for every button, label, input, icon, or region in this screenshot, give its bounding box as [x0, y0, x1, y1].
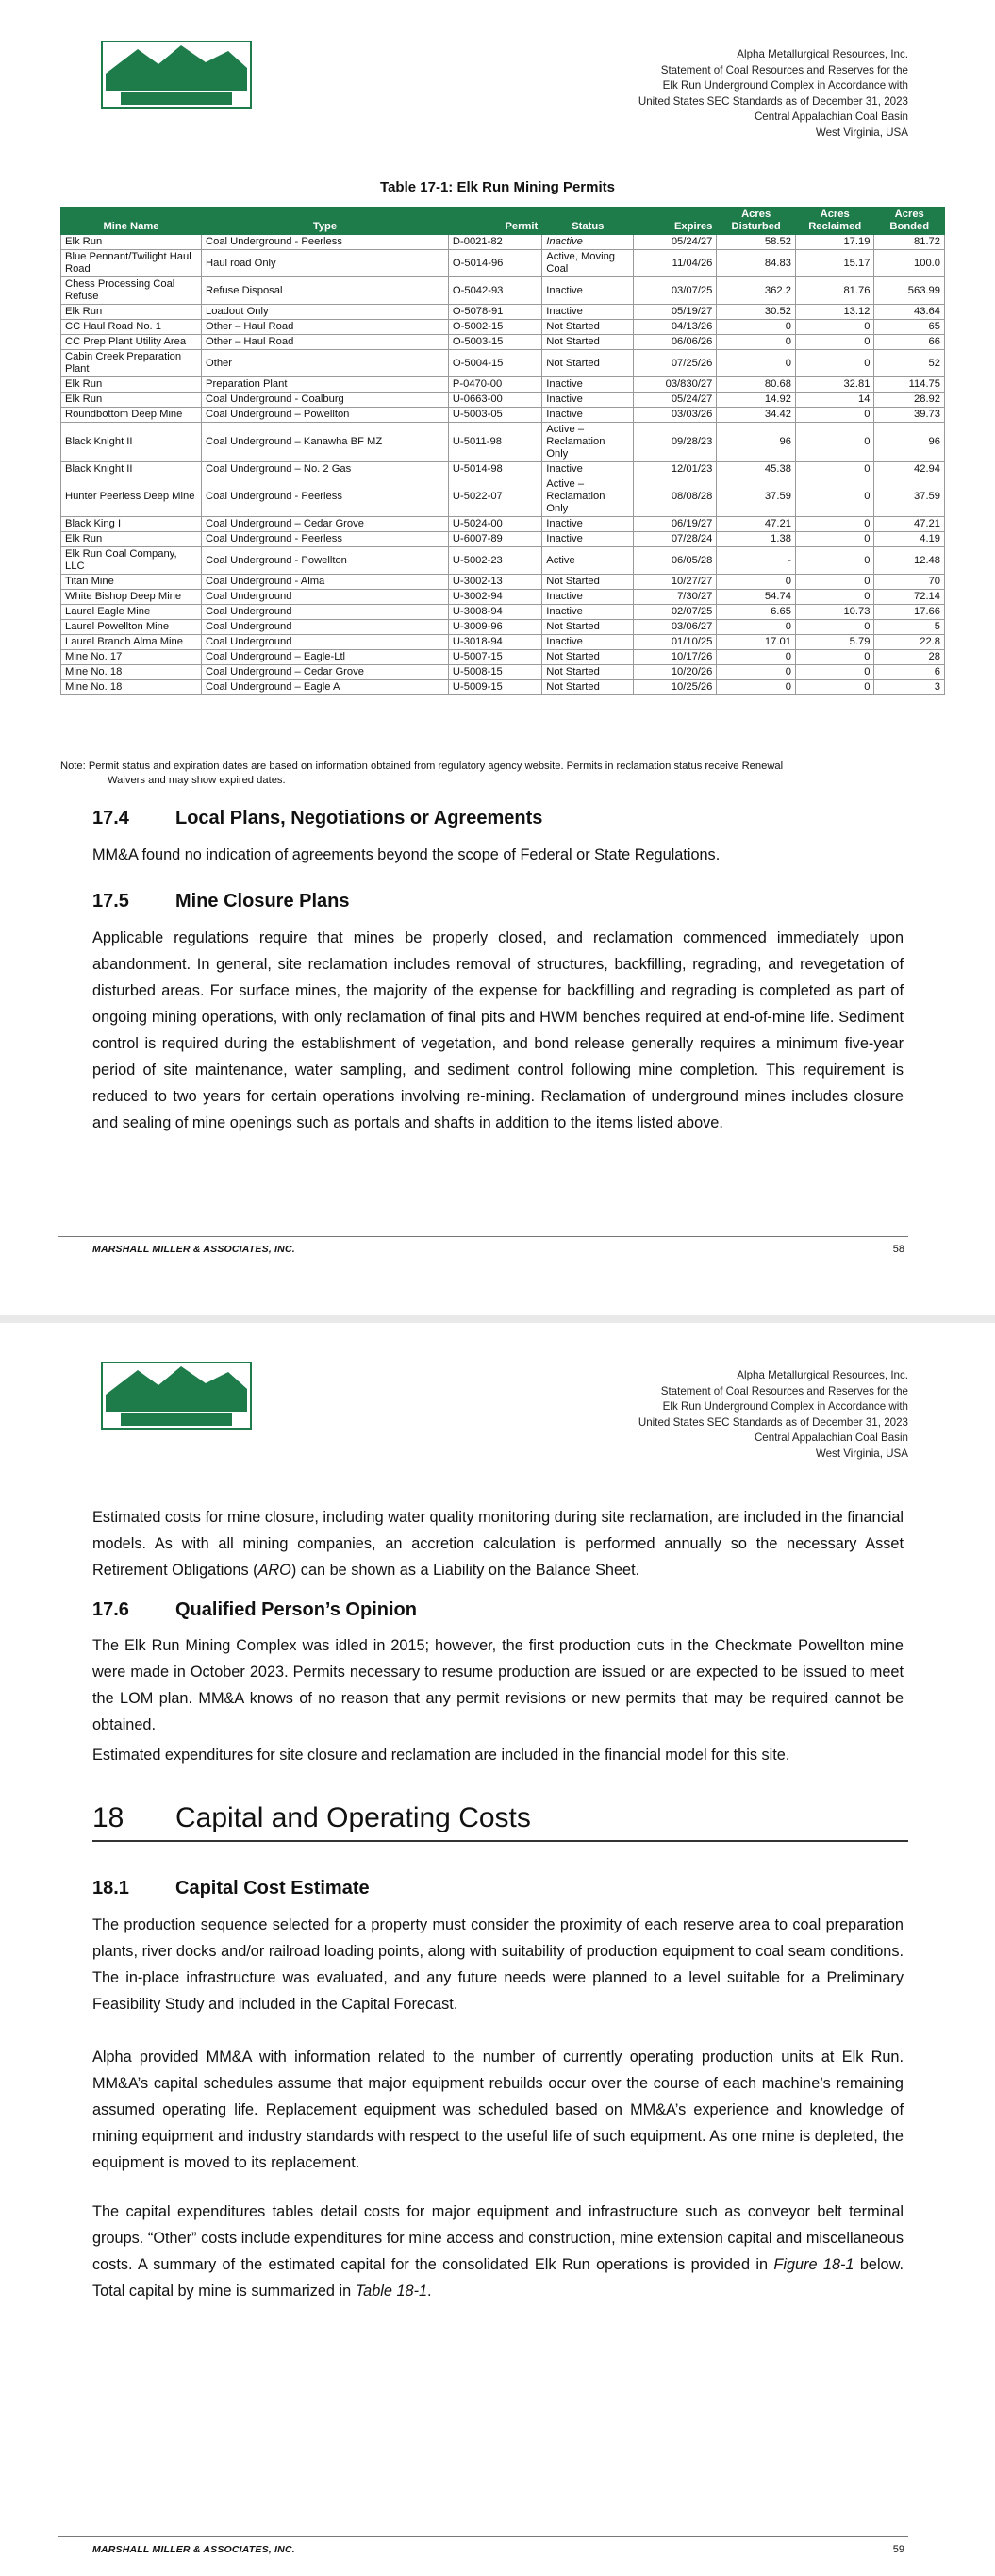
table-cell: Inactive: [542, 377, 634, 393]
table-cell: 03/06/27: [634, 620, 717, 635]
table-cell: Coal Underground – No. 2 Gas: [202, 462, 449, 477]
table-cell: 37.59: [717, 477, 796, 517]
section-heading: 17.5 Mine Closure Plans: [92, 891, 350, 912]
table-cell: Other: [202, 350, 449, 377]
table-cell: 45.38: [717, 462, 796, 477]
table-header-row: [61, 208, 945, 235]
table-cell: 6.65: [717, 605, 796, 620]
table-cell: 14.92: [717, 393, 796, 408]
table-cell: 11/04/26: [634, 250, 717, 277]
header-line: West Virginia, USA: [815, 125, 908, 139]
table-cell: Inactive: [542, 305, 634, 320]
table-cell: 0: [795, 517, 874, 532]
table-cell: 0: [795, 320, 874, 335]
table-cell: U-5008-15: [448, 665, 541, 680]
column-header: Acres Bonded: [874, 208, 945, 235]
table-cell: 05/19/27: [634, 305, 717, 320]
paragraph: Applicable regulations require that mines be properly closed, and reclamation commenced immediately upon abandonment. In general, site reclamation includes removal of structures, backfilling, regrading, and revegetation of disturbed areas. For surface mines, the majority of the expense for backfilling and regrading is completed as part of ongoing mining operations, with only reclamation of final pits and HWM benches required at end-of-mine life. Sediment control is required during the establishment of vegetation, and bond release generally requires a minimum five-year period of site maintenance, water sampling, and sediment control following mine completion. This requirement is reduced to two years for certain operations involving re-mining. Reclamation of underground mines includes closure and sealing of mine openings such as portals and shafts in addition to the items listed above.: [92, 929, 904, 1131]
table-cell: U-5014-98: [448, 462, 541, 477]
header-line: Alpha Metallurgical Resources, Inc.: [737, 1369, 908, 1381]
table-cell: 17.66: [874, 605, 945, 620]
table-cell: 72.14: [874, 590, 945, 605]
table-row: [61, 547, 945, 575]
table-cell: Mine No. 18: [61, 665, 202, 680]
table-cell: Coal Underground - Powellton: [202, 547, 449, 575]
table-cell: 0: [795, 423, 874, 462]
table-cell: Not Started: [542, 575, 634, 590]
table-cell: Active, Moving Coal: [542, 250, 634, 277]
table-note: [60, 760, 937, 788]
table-cell: 12/01/23: [634, 462, 717, 477]
table-cell: 0: [717, 350, 796, 377]
table-cell: Laurel Branch Alma Mine: [61, 635, 202, 650]
table-cell: 0: [717, 665, 796, 680]
table-cell: 37.59: [874, 477, 945, 517]
table-cell: 10/25/26: [634, 680, 717, 695]
table-cell: Coal Underground - Peerless: [202, 477, 449, 517]
table-cell: Mine No. 18: [61, 680, 202, 695]
table-cell: Active: [542, 547, 634, 575]
table-row: [61, 423, 945, 462]
table-cell: Elk Run: [61, 393, 202, 408]
header-line: Alpha Metallurgical Resources, Inc.: [737, 48, 908, 60]
table-cell: 32.81: [795, 377, 874, 393]
table-cell: 65: [874, 320, 945, 335]
table-cell: O-5014-96: [448, 250, 541, 277]
table-cell: 43.64: [874, 305, 945, 320]
table-row: [61, 605, 945, 620]
marshall-miller-logo: [100, 1361, 253, 1432]
table-cell: P-0470-00: [448, 377, 541, 393]
table-cell: 22.8: [874, 635, 945, 650]
table-cell: U-3002-94: [448, 590, 541, 605]
table-row: [61, 650, 945, 665]
table-cell: 10/27/27: [634, 575, 717, 590]
table-cell: Coal Underground – Kanawha BF MZ: [202, 423, 449, 462]
table-cell: Elk Run: [61, 532, 202, 547]
table-cell: 07/28/24: [634, 532, 717, 547]
table-cell: U-5007-15: [448, 650, 541, 665]
table-cell: 10/17/26: [634, 650, 717, 665]
table-cell: Inactive: [542, 235, 634, 250]
table-cell: 5: [874, 620, 945, 635]
table-cell: Active – Reclamation Only: [542, 477, 634, 517]
table-cell: Coal Underground – Powellton: [202, 408, 449, 423]
column-header: Expires: [634, 208, 717, 235]
table-row: [61, 250, 945, 277]
table-cell: Inactive: [542, 590, 634, 605]
table-cell: U-6007-89: [448, 532, 541, 547]
table-cell: Coal Underground: [202, 605, 449, 620]
table-cell: 15.17: [795, 250, 874, 277]
table-cell: Not Started: [542, 650, 634, 665]
table-cell: 52: [874, 350, 945, 377]
table-cell: 0: [795, 350, 874, 377]
table-cell: 0: [795, 575, 874, 590]
table-cell: 42.94: [874, 462, 945, 477]
table-cell: Coal Underground - Peerless: [202, 532, 449, 547]
table-cell: 1.38: [717, 532, 796, 547]
table-row: [61, 305, 945, 320]
table-cell: 0: [795, 590, 874, 605]
paragraph: Alpha provided MM&A with information related to the number of currently operating production units at Elk Run. MM&A’s capital schedules assume that major equipment rebuilds occur over the course of each machine’s remaining assumed operating life. Replacement equipment was scheduled based on MM&A’s experience and knowledge of mining equipment and industry standards with respect to the useful life of such equipment. As one mine is depleted, the equipment is moved to its replacement.: [92, 2049, 904, 2171]
table-cell: 10.73: [795, 605, 874, 620]
table-cell: Inactive: [542, 408, 634, 423]
table-cell: CC Prep Plant Utility Area: [61, 335, 202, 350]
table-cell: 06/06/26: [634, 335, 717, 350]
table-cell: O-5003-15: [448, 335, 541, 350]
paragraph: MM&A found no indication of agreements beyond the scope of Federal or State Regulations.: [92, 846, 721, 863]
table-cell: U-3018-94: [448, 635, 541, 650]
table-cell: O-5042-93: [448, 277, 541, 305]
table-cell: Inactive: [542, 517, 634, 532]
table-caption: Table 17-1: Elk Run Mining Permits: [380, 179, 615, 195]
table-cell: 30.52: [717, 305, 796, 320]
table-cell: U-5022-07: [448, 477, 541, 517]
table-cell: 0: [717, 680, 796, 695]
table-cell: Coal Underground: [202, 590, 449, 605]
header-line: Elk Run Underground Complex in Accordance with: [662, 79, 908, 92]
table-cell: 96: [874, 423, 945, 462]
table-cell: Blue Pennant/Twilight Haul Road: [61, 250, 202, 277]
table-row: [61, 235, 945, 250]
table-cell: U-5024-00: [448, 517, 541, 532]
chapter-heading: 18 Capital and Operating Costs: [92, 1802, 908, 1842]
table-cell: U-0663-00: [448, 393, 541, 408]
header-line: Statement of Coal Resources and Reserves for the: [660, 63, 908, 76]
table-cell: Coal Underground – Cedar Grove: [202, 665, 449, 680]
page-number: 58: [892, 1244, 904, 1255]
table-cell: 0: [717, 650, 796, 665]
page-header: [638, 47, 908, 142]
table-cell: U-5011-98: [448, 423, 541, 462]
table-cell: 0: [795, 620, 874, 635]
table-cell: 03/830/27: [634, 377, 717, 393]
footer-rule: [58, 1236, 908, 1237]
table-cell: Hunter Peerless Deep Mine: [61, 477, 202, 517]
table-cell: 0: [795, 650, 874, 665]
table-cell: Titan Mine: [61, 575, 202, 590]
table-cell: Not Started: [542, 665, 634, 680]
table-cell: 80.68: [717, 377, 796, 393]
table-cell: 0: [795, 477, 874, 517]
section-heading: 17.6 Qualified Person’s Opinion: [92, 1599, 417, 1620]
table-cell: 04/13/26: [634, 320, 717, 335]
table-cell: U-5002-23: [448, 547, 541, 575]
table-cell: 17.01: [717, 635, 796, 650]
table-cell: Black King I: [61, 517, 202, 532]
table-cell: Preparation Plant: [202, 377, 449, 393]
table-cell: 0: [717, 620, 796, 635]
table-cell: 10/20/26: [634, 665, 717, 680]
table-row: [61, 575, 945, 590]
table-cell: Active – Reclamation Only: [542, 423, 634, 462]
table-cell: Inactive: [542, 393, 634, 408]
footer-company: MARSHALL MILLER & ASSOCIATES, INC.: [92, 2544, 295, 2555]
table-row: [61, 335, 945, 350]
table-row: [61, 477, 945, 517]
table-cell: 47.21: [874, 517, 945, 532]
footer-rule: [58, 2536, 908, 2537]
header-line: Central Appalachian Coal Basin: [754, 1431, 908, 1445]
table-cell: Coal Underground - Alma: [202, 575, 449, 590]
table-cell: 96: [717, 423, 796, 462]
table-cell: 12.48: [874, 547, 945, 575]
table-row: [61, 350, 945, 377]
table-cell: Chess Processing Coal Refuse: [61, 277, 202, 305]
header-line: Elk Run Underground Complex in Accordance with: [662, 1400, 908, 1413]
table-cell: 84.83: [717, 250, 796, 277]
table-cell: 0: [717, 575, 796, 590]
table-cell: CC Haul Road No. 1: [61, 320, 202, 335]
header-line: West Virginia, USA: [815, 1447, 908, 1460]
table-cell: 3: [874, 680, 945, 695]
table-cell: 09/28/23: [634, 423, 717, 462]
table-row: [61, 665, 945, 680]
table-cell: 100.0: [874, 250, 945, 277]
table-cell: 28: [874, 650, 945, 665]
section-heading: 18.1 Capital Cost Estimate: [92, 1878, 370, 1899]
table-cell: 66: [874, 335, 945, 350]
page-header: [638, 1368, 908, 1463]
table-row: [61, 532, 945, 547]
table-row: [61, 635, 945, 650]
table-cell: 14: [795, 393, 874, 408]
table-cell: 5.79: [795, 635, 874, 650]
table-cell: Coal Underground - Coalburg: [202, 393, 449, 408]
table-cell: Not Started: [542, 620, 634, 635]
table-cell: Roundbottom Deep Mine: [61, 408, 202, 423]
table-cell: Black Knight II: [61, 423, 202, 462]
table-cell: Coal Underground - Peerless: [202, 235, 449, 250]
table-cell: Elk Run: [61, 377, 202, 393]
table-cell: Loadout Only: [202, 305, 449, 320]
table-cell: Inactive: [542, 605, 634, 620]
permits-table: [60, 207, 945, 695]
table-cell: 563.99: [874, 277, 945, 305]
table-cell: U-3008-94: [448, 605, 541, 620]
table-cell: Other – Haul Road: [202, 320, 449, 335]
note-line: Note: Permit status and expiration dates are based on information obtained from regulatory agency website. Permits in reclamation status receive Renewal: [60, 761, 784, 772]
table-row: [61, 680, 945, 695]
page-number: 59: [892, 2544, 904, 2555]
table-cell: 03/07/25: [634, 277, 717, 305]
table-cell: Coal Underground – Eagle-Ltl: [202, 650, 449, 665]
table-cell: Not Started: [542, 350, 634, 377]
table-cell: U-3002-13: [448, 575, 541, 590]
table-cell: Coal Underground: [202, 620, 449, 635]
table-cell: 362.2: [717, 277, 796, 305]
table-cell: O-5078-91: [448, 305, 541, 320]
table-cell: 03/03/26: [634, 408, 717, 423]
table-row: [61, 320, 945, 335]
paragraph: The production sequence selected for a property must consider the proximity of each reserve area to coal preparation plants, river docks and/or railroad loading points, along with suitability of production equipment to coal seam conditions. The in-place infrastructure was evaluated, and any future needs were planned to a level suitable for a Preliminary Feasibility Study and included in the Capital Forecast.: [92, 1916, 904, 2013]
table-cell: D-0021-82: [448, 235, 541, 250]
table-cell: 0: [795, 532, 874, 547]
table-cell: 70: [874, 575, 945, 590]
table-cell: Laurel Eagle Mine: [61, 605, 202, 620]
table-cell: Black Knight II: [61, 462, 202, 477]
footer-company: MARSHALL MILLER & ASSOCIATES, INC.: [92, 1244, 295, 1255]
table-cell: Mine No. 17: [61, 650, 202, 665]
table-cell: 0: [795, 462, 874, 477]
table-cell: 0: [717, 320, 796, 335]
table-body: [61, 235, 945, 695]
header-line: Central Appalachian Coal Basin: [754, 110, 908, 124]
table-cell: 0: [795, 665, 874, 680]
table-cell: Other – Haul Road: [202, 335, 449, 350]
table-cell: Inactive: [542, 532, 634, 547]
table-cell: 07/25/26: [634, 350, 717, 377]
header-line: United States SEC Standards as of December 31, 2023: [638, 1415, 908, 1429]
table-row: [61, 408, 945, 423]
table-cell: 0: [795, 547, 874, 575]
table-cell: -: [717, 547, 796, 575]
table-cell: 02/07/25: [634, 605, 717, 620]
table-cell: 34.42: [717, 408, 796, 423]
table-cell: 05/24/27: [634, 393, 717, 408]
table-row: [61, 462, 945, 477]
table-row: [61, 517, 945, 532]
table-cell: Inactive: [542, 277, 634, 305]
column-header: Acres Disturbed: [717, 208, 796, 235]
table-cell: 7/30/27: [634, 590, 717, 605]
table-cell: 47.21: [717, 517, 796, 532]
header-line: Statement of Coal Resources and Reserves for the: [660, 1384, 908, 1397]
table-cell: 6: [874, 665, 945, 680]
table-cell: Elk Run Coal Company, LLC: [61, 547, 202, 575]
table-cell: Cabin Creek Preparation Plant: [61, 350, 202, 377]
marshall-miller-logo: [100, 40, 253, 111]
table-cell: Coal Underground – Cedar Grove: [202, 517, 449, 532]
column-header: Acres Reclaimed: [795, 208, 874, 235]
table-cell: 54.74: [717, 590, 796, 605]
table-cell: 0: [795, 335, 874, 350]
table-cell: Haul road Only: [202, 250, 449, 277]
table-cell: Not Started: [542, 680, 634, 695]
table-cell: 81.76: [795, 277, 874, 305]
table-cell: White Bishop Deep Mine: [61, 590, 202, 605]
table-cell: Not Started: [542, 335, 634, 350]
table-cell: 06/05/28: [634, 547, 717, 575]
table-cell: 39.73: [874, 408, 945, 423]
table-cell: O-5004-15: [448, 350, 541, 377]
paragraph: The capital expenditures tables detail costs for major equipment and infrastructure such as conveyor belt terminal groups. “Other” costs include expenditures for mine access and construction, mine extension capital and miscellaneous costs. A summary of the estimated capital for the consolidated Elk Run operations is provided in Figure 18-1 below. Total capital by mine is summarized in Table 18-1.: [92, 2203, 904, 2300]
column-header: Permit: [448, 208, 541, 235]
table-cell: 17.19: [795, 235, 874, 250]
table-row: [61, 377, 945, 393]
table-cell: U-5003-05: [448, 408, 541, 423]
section-heading: 17.4 Local Plans, Negotiations or Agreements: [92, 808, 543, 828]
header-line: United States SEC Standards as of December 31, 2023: [638, 94, 908, 108]
table-row: [61, 277, 945, 305]
table-cell: 06/19/27: [634, 517, 717, 532]
table-cell: Laurel Powellton Mine: [61, 620, 202, 635]
table-cell: U-5009-15: [448, 680, 541, 695]
table-row: [61, 590, 945, 605]
table-cell: U-3009-96: [448, 620, 541, 635]
column-header: Type: [202, 208, 449, 235]
note-line: Waivers and may show expired dates.: [108, 775, 286, 786]
table-cell: 0: [717, 335, 796, 350]
paragraph: Estimated costs for mine closure, including water quality monitoring during site reclamation, are included in the financial models. As with all mining companies, an accretion calculation is performed annually so the necessary Asset Retirement Obligations (ARO) can be shown as a Liability on the Balance Sheet.: [92, 1509, 904, 1579]
paragraph: Estimated expenditures for site closure and reclamation are included in the financial model for this site.: [92, 1747, 790, 1764]
table-cell: 58.52: [717, 235, 796, 250]
table-cell: Refuse Disposal: [202, 277, 449, 305]
table-cell: O-5002-15: [448, 320, 541, 335]
page-59: [0, 1323, 995, 2576]
table-cell: Inactive: [542, 462, 634, 477]
table-cell: 0: [795, 680, 874, 695]
table-row: [61, 393, 945, 408]
table-cell: 05/24/27: [634, 235, 717, 250]
table-cell: 114.75: [874, 377, 945, 393]
column-header: Status: [542, 208, 634, 235]
table-cell: Inactive: [542, 635, 634, 650]
table-cell: Not Started: [542, 320, 634, 335]
table-cell: Coal Underground – Eagle A: [202, 680, 449, 695]
table-cell: 13.12: [795, 305, 874, 320]
table-cell: 08/08/28: [634, 477, 717, 517]
table-cell: 4.19: [874, 532, 945, 547]
table-cell: 0: [795, 408, 874, 423]
table-cell: 81.72: [874, 235, 945, 250]
column-header: Mine Name: [61, 208, 202, 235]
table-cell: Elk Run: [61, 235, 202, 250]
table-cell: 01/10/25: [634, 635, 717, 650]
table-cell: Elk Run: [61, 305, 202, 320]
table-cell: 28.92: [874, 393, 945, 408]
paragraph: The Elk Run Mining Complex was idled in 2015; however, the first production cuts in the Checkmate Powellton mine were made in October 2023. Permits necessary to resume production are issued or are expected to be issued to meet the LOM plan. MM&A knows of no reason that any permit revisions or new permits that may be required cannot be obtained.: [92, 1637, 904, 1733]
table-row: [61, 620, 945, 635]
table-cell: Coal Underground: [202, 635, 449, 650]
